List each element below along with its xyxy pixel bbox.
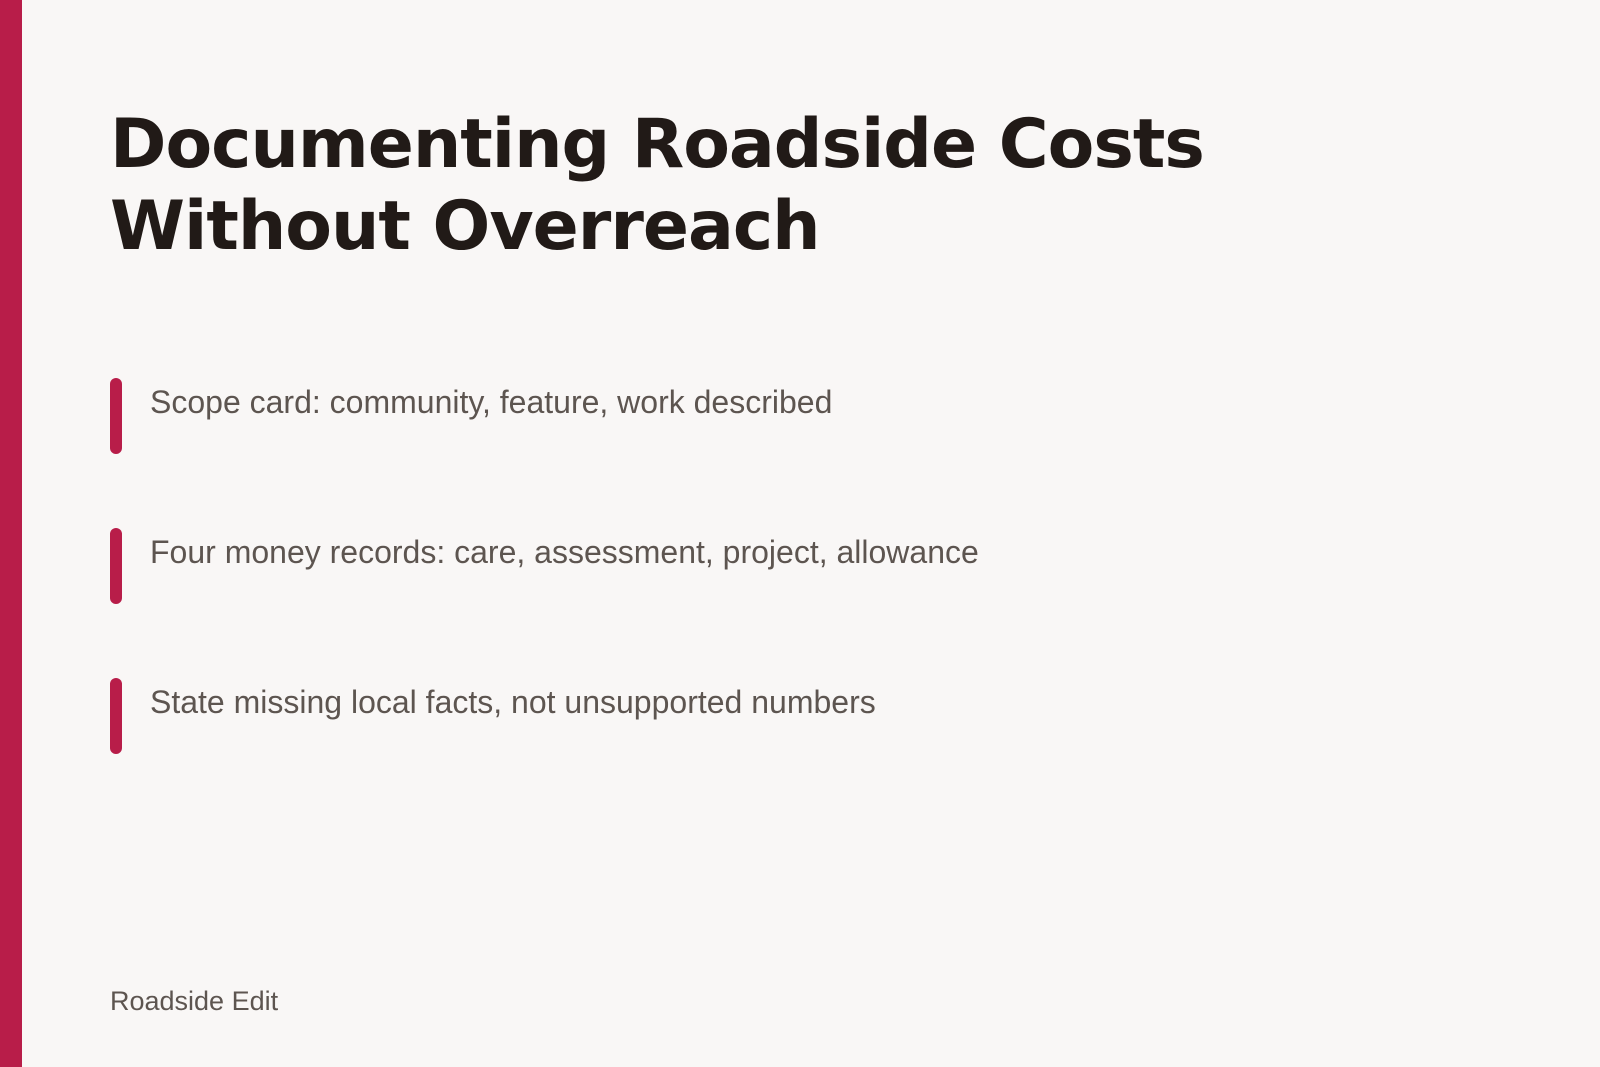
- bullet-item-missing-facts: [110, 678, 1210, 754]
- accent-bar: [0, 0, 22, 1067]
- slide-title-line-2: Without Overreach: [110, 187, 820, 266]
- bullet-item-money-records: [110, 528, 1210, 604]
- bullet-item-scope-card: [110, 378, 1210, 454]
- slide-title: [110, 104, 1410, 268]
- bullet-marker: [110, 378, 122, 454]
- footer-brand: Roadside Edit: [110, 986, 279, 1016]
- bullet-marker: [110, 528, 122, 604]
- bullet-text: Scope card: community, feature, work described: [150, 384, 833, 420]
- bullet-text: State missing local facts, not unsupported numbers: [150, 684, 876, 720]
- bullet-text: Four money records: care, assessment, project, allowance: [150, 534, 979, 570]
- slide-title-line-1: Documenting Roadside Costs: [110, 105, 1204, 184]
- bullet-marker: [110, 678, 122, 754]
